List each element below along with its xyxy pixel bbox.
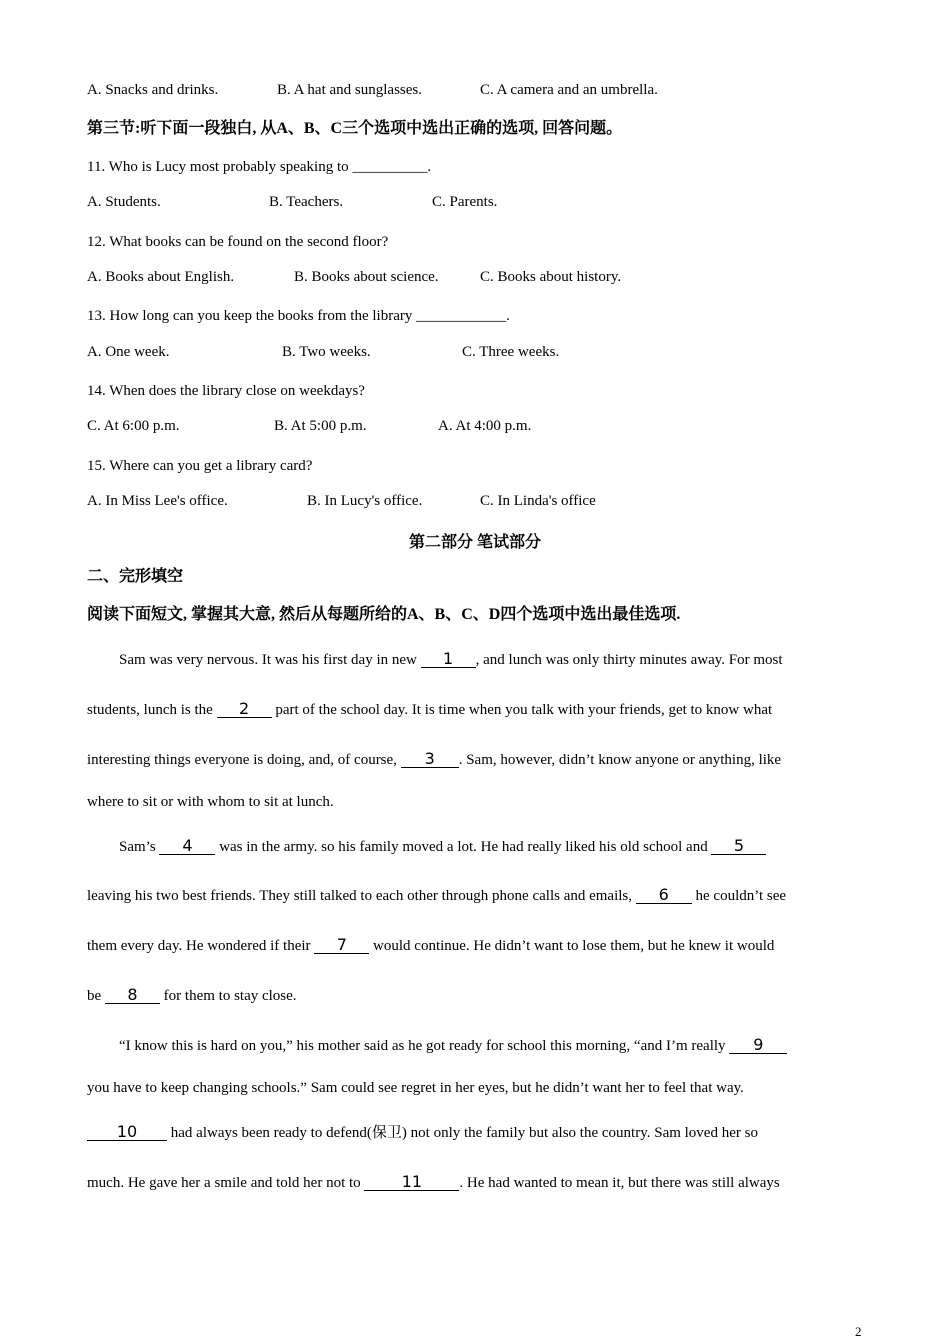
q10-option-b: B. A hat and sunglasses. bbox=[277, 82, 422, 98]
q11-option-c: C. Parents. bbox=[432, 194, 498, 210]
q14-option-2: B. At 5:00 p.m. bbox=[274, 418, 367, 434]
passage-line-6: leaving his two best friends. They still talked to each other through phone calls and emails, 6 he couldn’t see bbox=[87, 885, 787, 904]
q15-option-c: C. In Linda's office bbox=[480, 493, 596, 509]
q15-option-a: A. In Miss Lee's office. bbox=[87, 493, 228, 509]
passage-line-9: “I know this is hard on you,” his mother said as he got ready for school this morning, “and I’m really 9 bbox=[119, 1036, 787, 1056]
q14-option-1: C. At 6:00 p.m. bbox=[87, 418, 180, 434]
q13-option-c: C. Three weeks. bbox=[462, 344, 560, 360]
blank-8: 8 bbox=[105, 987, 160, 1004]
passage-line-5: Sam’s 4 was in the army. so his family moved a lot. He had really liked his old school and 5 bbox=[119, 837, 766, 857]
passage-line-11: 10 had always been ready to defend(保卫) not only the family but also the country. Sam loved her so bbox=[87, 1123, 758, 1143]
passage-line-2: students, lunch is the 2 part of the school day. It is time when you talk with your friends, get to know what bbox=[87, 699, 773, 718]
question-13: 13. How long can you keep the books from the library ____________. bbox=[87, 308, 510, 324]
passage-line-1: Sam was very nervous. It was his first day in new 1 , and lunch was only thirty minutes away. For most bbox=[119, 649, 783, 668]
q12-option-b: B. Books about science. bbox=[294, 269, 439, 285]
q13-option-a: A. One week. bbox=[87, 344, 170, 360]
page-number: 2 bbox=[855, 1324, 862, 1339]
passage-line-10: you have to keep changing schools.” Sam could see regret in her eyes, but he didn’t want her to feel that way. bbox=[87, 1080, 744, 1096]
q15-option-b: B. In Lucy's office. bbox=[307, 493, 423, 509]
blank-9: 9 bbox=[729, 1037, 787, 1054]
q12-option-a: A. Books about English. bbox=[87, 269, 235, 285]
question-11: 11. Who is Lucy most probably speaking to __________. bbox=[87, 159, 432, 175]
q10-option-a: A. Snacks and drinks. bbox=[87, 82, 219, 98]
passage-line-4: where to sit or with whom to sit at lunch. bbox=[87, 794, 334, 810]
q11-option-b: B. Teachers. bbox=[269, 194, 344, 210]
q11-option-a: A. Students. bbox=[87, 194, 161, 210]
blank-7: 7 bbox=[314, 937, 369, 954]
blank-5: 5 bbox=[711, 838, 766, 855]
blank-2: 2 bbox=[217, 701, 272, 718]
question-12: 12. What books can be found on the second floor? bbox=[87, 234, 389, 250]
blank-10: 10 bbox=[87, 1124, 167, 1141]
cloze-instruction: 阅读下面短文, 掌握其大意, 然后从每题所给的A、B、C、D四个选项中选出最佳选项. bbox=[87, 606, 681, 623]
blank-4: 4 bbox=[159, 838, 215, 855]
q13-option-b: B. Two weeks. bbox=[282, 344, 371, 360]
q12-option-c: C. Books about history. bbox=[480, 269, 622, 285]
q14-option-3: A. At 4:00 p.m. bbox=[438, 418, 532, 434]
blank-6: 6 bbox=[636, 887, 692, 904]
blank-3: 3 bbox=[401, 751, 459, 768]
cloze-heading: 二、完形填空 bbox=[87, 568, 184, 585]
passage-line-3: interesting things everyone is doing, and, of course, 3 . Sam, however, didn’t know anyone or anything, like bbox=[87, 749, 782, 768]
passage-line-8: be 8 for them to stay close. bbox=[87, 985, 297, 1004]
q10-option-c: C. A camera and an umbrella. bbox=[480, 82, 658, 98]
question-14: 14. When does the library close on weekdays? bbox=[87, 383, 365, 399]
passage-line-12: much. He gave her a smile and told her not to 11 . He had wanted to mean it, but there was still always bbox=[87, 1172, 780, 1191]
blank-11: 11 bbox=[364, 1174, 459, 1191]
part2-title: 第二部分 笔试部分 bbox=[408, 534, 541, 551]
section3-heading: 第三节:听下面一段独白, 从A、B、C三个选项中选出正确的选项, 回答问题。 bbox=[87, 120, 623, 137]
question-15: 15. Where can you get a library card? bbox=[87, 458, 313, 474]
passage-line-7: them every day. He wondered if their 7 would continue. He didn’t want to lose them, but he knew it would bbox=[87, 935, 775, 954]
blank-1: 1 bbox=[421, 651, 476, 668]
